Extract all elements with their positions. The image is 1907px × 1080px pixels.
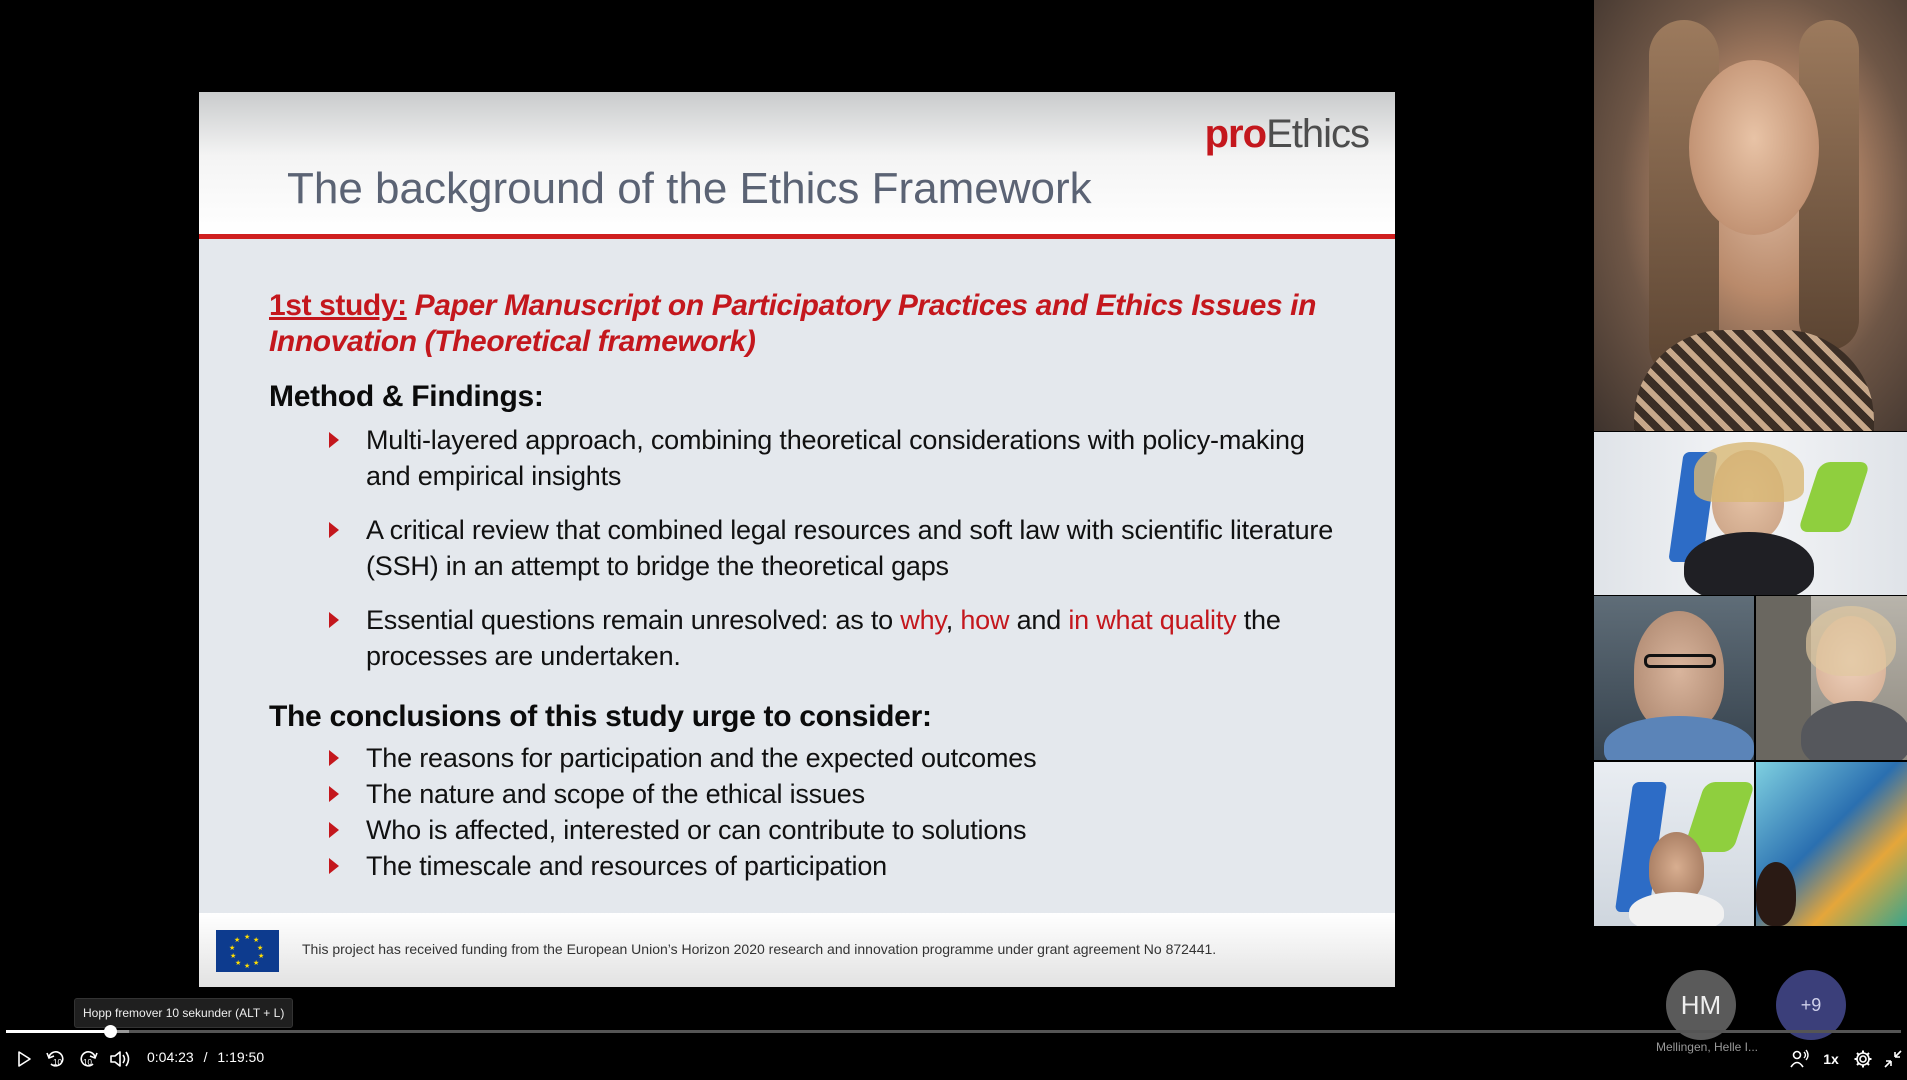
- settings-button[interactable]: [1849, 1045, 1877, 1073]
- study-title: Paper Manuscript on Participatory Practices and Ethics Issues in Innovation (Theoretical framework): [269, 289, 1317, 358]
- proethics-logo: proEthics: [1204, 112, 1369, 156]
- participant-video-tile[interactable]: [1756, 596, 1907, 760]
- bullet-arrow-icon: [329, 522, 339, 538]
- svg-text:10: 10: [53, 1058, 62, 1067]
- presentation-slide: [199, 92, 1395, 987]
- study-heading: [269, 288, 1349, 360]
- skip-forward-tooltip: Hopp fremover 10 sekunder (ALT + L): [74, 998, 293, 1028]
- volume-button[interactable]: [106, 1045, 134, 1073]
- play-icon: [15, 1050, 33, 1068]
- current-time: 0:04:23: [147, 1049, 194, 1065]
- skip-forward-button[interactable]: [74, 1045, 102, 1073]
- speaker-face: [1689, 60, 1819, 235]
- more-participants-button[interactable]: +9: [1776, 970, 1846, 1040]
- avatar[interactable]: HM: [1666, 970, 1736, 1040]
- svg-text:10: 10: [83, 1058, 92, 1067]
- avatar-name: Mellingen, Helle I...: [1655, 1040, 1759, 1054]
- participant-video-tile[interactable]: [1594, 596, 1754, 760]
- method-heading: Method & Findings:: [269, 380, 544, 413]
- exit-fullscreen-button[interactable]: [1879, 1045, 1907, 1073]
- bullet-arrow-icon: [329, 786, 339, 802]
- list-item: The timescale and resources of participation: [329, 848, 1349, 884]
- funding-notice: This project has received funding from the European Union’s Horizon 2020 research and innovation programme under grant agreement No 872441.: [302, 941, 1217, 957]
- audio-description-button[interactable]: [1785, 1045, 1813, 1073]
- skip-back-icon: [45, 1048, 67, 1070]
- bullet-arrow-icon: [329, 432, 339, 448]
- bullet-arrow-icon: [329, 612, 339, 628]
- participant-video-tile[interactable]: [1756, 762, 1907, 926]
- study-prefix: 1st study:: [269, 289, 407, 322]
- volume-icon: [109, 1049, 131, 1069]
- slide-header-rule: [199, 234, 1395, 239]
- bullet-arrow-icon: [329, 822, 339, 838]
- audio-description-icon: [1788, 1049, 1810, 1069]
- eu-flag-icon: ★ ★ ★ ★ ★ ★ ★ ★ ★ ★: [216, 930, 279, 972]
- progress-bar[interactable]: [6, 1030, 1901, 1033]
- exit-fullscreen-icon: [1883, 1049, 1903, 1069]
- skip-forward-icon: [77, 1048, 99, 1070]
- list-item: Multi-layered approach, combining theoretical considerations with policy-making and empirical insights: [329, 422, 1349, 494]
- skip-back-button[interactable]: [42, 1045, 70, 1073]
- participant-video-tile[interactable]: [1594, 762, 1754, 926]
- time-display: 0:04:23 / 1:19:50: [147, 1049, 265, 1065]
- progress-scrubber-handle[interactable]: [104, 1025, 117, 1038]
- progress-played: [6, 1030, 110, 1033]
- slide-title: The background of the Ethics Framework: [287, 164, 1092, 213]
- list-item: The reasons for participation and the expected outcomes: [329, 740, 1349, 776]
- conclusions-heading: The conclusions of this study urge to consider:: [269, 700, 932, 733]
- bullet-arrow-icon: [329, 750, 339, 766]
- play-button[interactable]: [10, 1045, 38, 1073]
- slide-footer: [199, 913, 1395, 987]
- active-speaker-video[interactable]: [1594, 0, 1907, 431]
- bullet-arrow-icon: [329, 858, 339, 874]
- glasses: [1644, 654, 1716, 668]
- slide-body: [269, 288, 1349, 884]
- list-item: Who is affected, interested or can contribute to solutions: [329, 812, 1349, 848]
- list-item: A critical review that combined legal resources and soft law with scientific literature (SSH) in an attempt to bridge the theoretical gaps: [329, 512, 1349, 584]
- list-item: Essential questions remain unresolved: as to why, how and in what quality the processes are undertaken.: [329, 602, 1349, 674]
- conclusions-bullet-list: [329, 740, 1349, 884]
- gear-icon: [1853, 1049, 1873, 1069]
- participant-video-tile[interactable]: [1594, 432, 1907, 595]
- method-bullet-list: [329, 422, 1349, 674]
- list-item: The nature and scope of the ethical issues: [329, 776, 1349, 812]
- playback-speed-button[interactable]: 1x: [1823, 1051, 1839, 1067]
- duration: 1:19:50: [217, 1049, 265, 1065]
